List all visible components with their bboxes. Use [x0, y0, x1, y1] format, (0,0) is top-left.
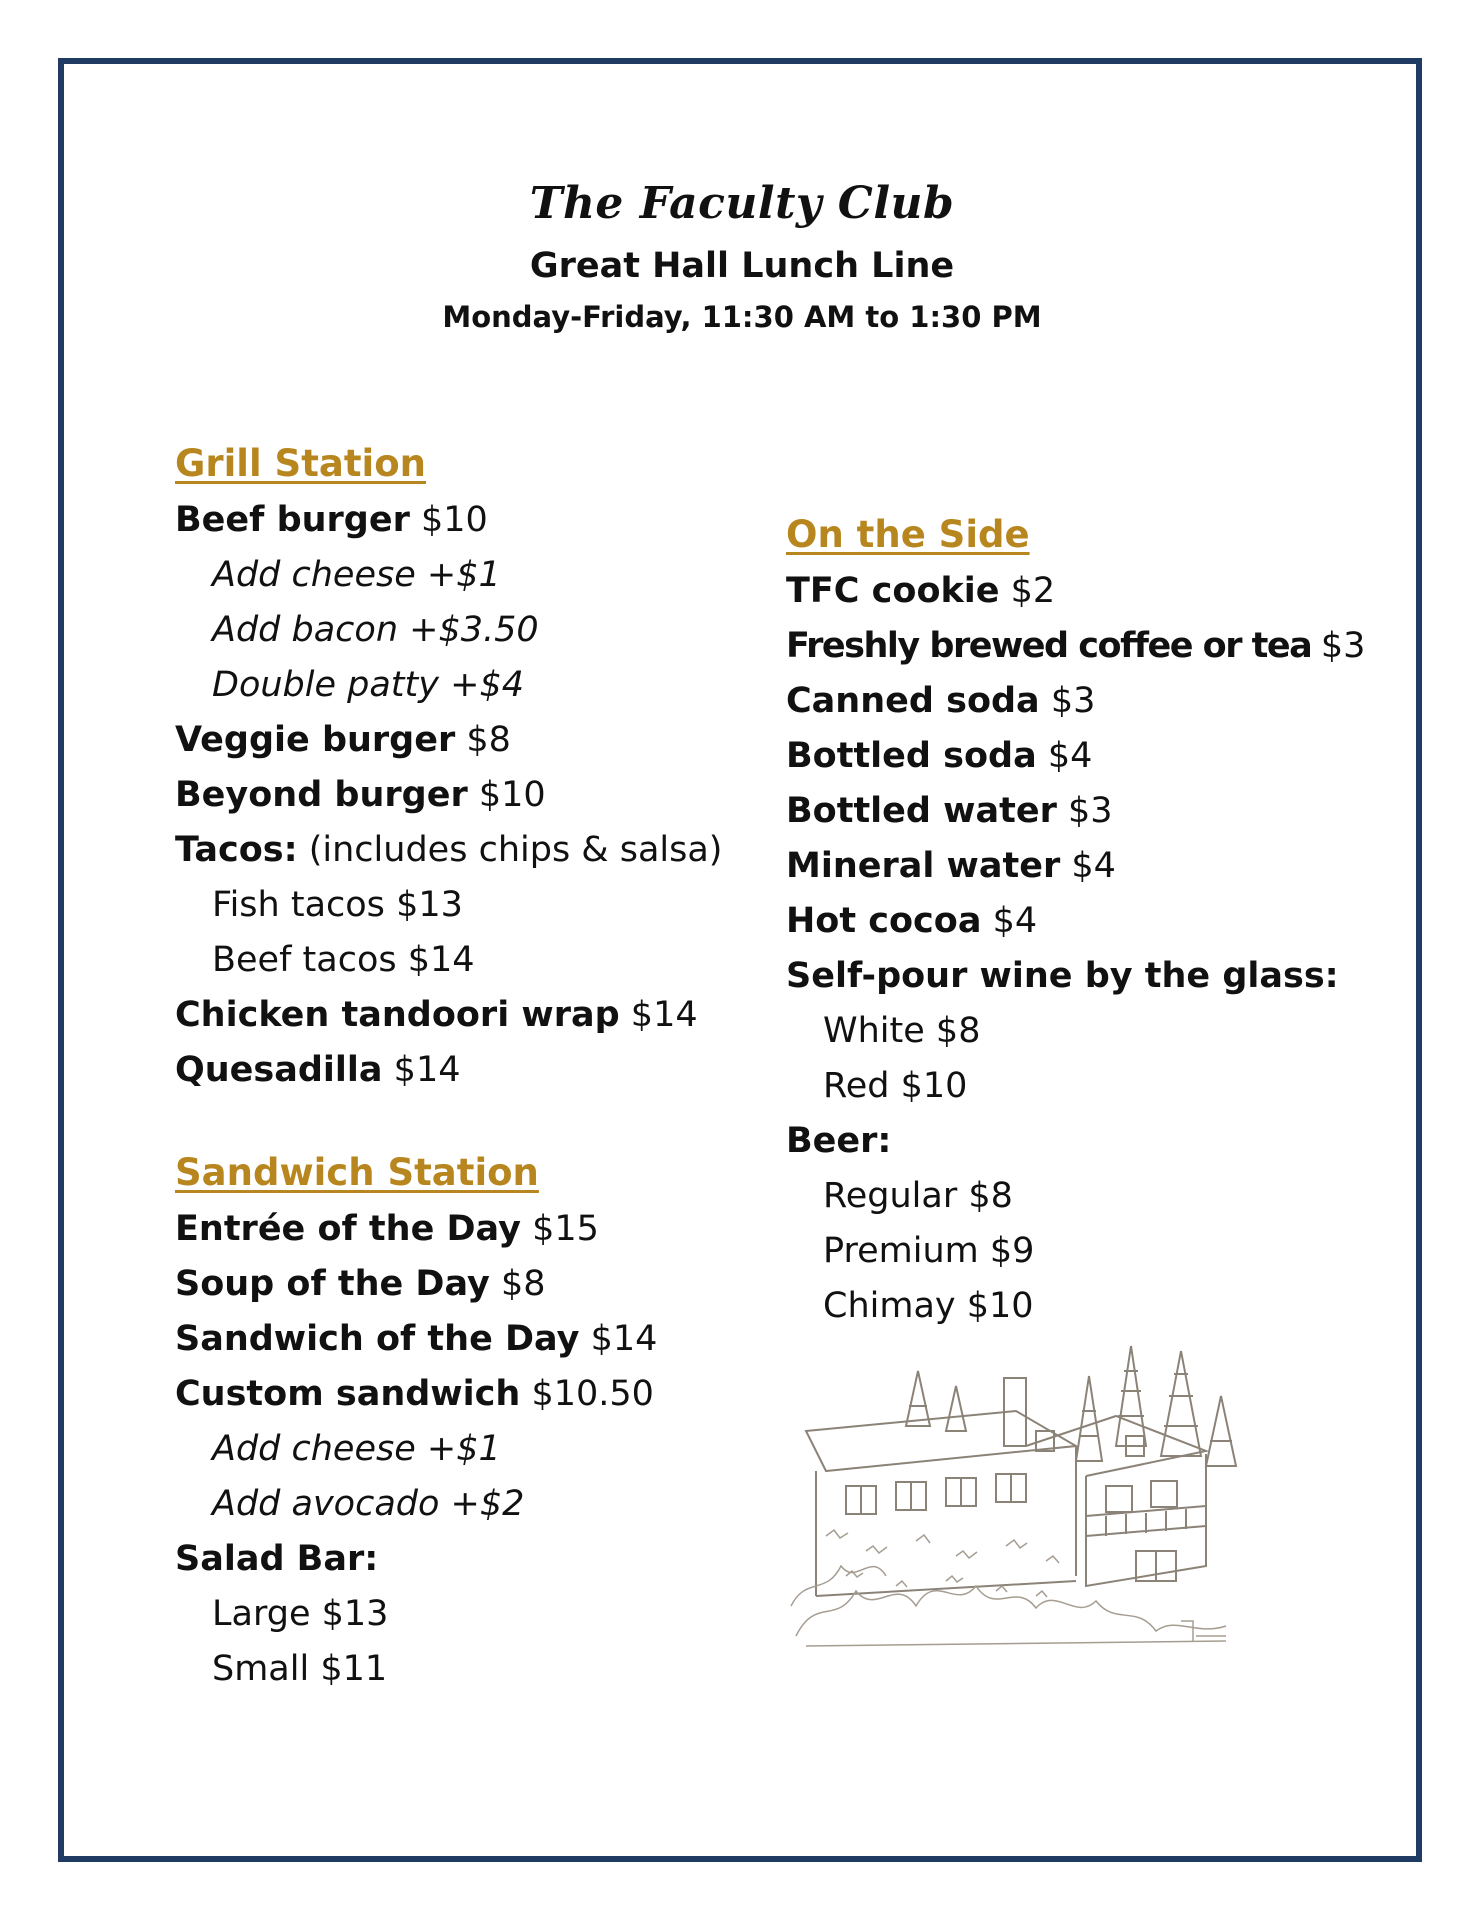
service-hours: Monday-Friday, 11:30 AM to 1:30 PM — [442, 300, 1042, 334]
menu-item: Custom sandwich $10.50 — [175, 1374, 654, 1414]
left-column — [175, 435, 722, 1697]
menu-item: Freshly brewed coffee or tea $3 — [786, 626, 1366, 666]
menu-item: Hot cocoa $4 — [786, 901, 1038, 941]
menu-addon: Double patty +$4 — [212, 665, 524, 705]
page-subtitle: Great Hall Lunch Line — [529, 246, 955, 286]
menu-subitem: Fish tacos $13 — [212, 885, 463, 925]
menu-item: Beyond burger $10 — [175, 775, 546, 815]
menu-addon: Add cheese +$1 — [212, 1429, 501, 1469]
menu-item: Bottled soda $4 — [786, 736, 1093, 776]
menu-item: Bottled water $3 — [786, 791, 1113, 831]
menu-item: Tacos: (includes chips & salsa) — [175, 830, 723, 870]
page-title: The Faculty Club — [529, 178, 955, 229]
menu-addon: Add bacon +$3.50 — [212, 610, 539, 650]
menu-item: Mineral water $4 — [786, 846, 1116, 886]
menu-subitem: Large $13 — [212, 1594, 389, 1634]
menu-item: TFC cookie $2 — [786, 571, 1056, 611]
menu-item: Self-pour wine by the glass: — [786, 956, 1339, 996]
menu-subitem: Small $11 — [212, 1649, 388, 1689]
on-the-side-heading: On the Side — [786, 513, 1030, 556]
clubhouse-sketch-icon — [786, 1336, 1241, 1654]
menu-addon: Add cheese +$1 — [212, 555, 501, 595]
menu-subitem: Beef tacos $14 — [212, 940, 475, 980]
right-column — [786, 506, 1365, 1334]
menu-item: Entrée of the Day $15 — [175, 1209, 599, 1249]
menu-addon: Add avocado +$2 — [212, 1484, 525, 1524]
menu-item: Canned soda $3 — [786, 681, 1096, 721]
menu-item: Chicken tandoori wrap $14 — [175, 995, 698, 1035]
menu-subitem: Red $10 — [823, 1066, 968, 1106]
menu-item: Soup of the Day $8 — [175, 1264, 546, 1304]
sandwich-station-heading: Sandwich Station — [175, 1151, 539, 1194]
menu-subitem: Regular $8 — [823, 1176, 1013, 1216]
menu-item: Sandwich of the Day $14 — [175, 1319, 658, 1359]
grill-station-heading: Grill Station — [175, 442, 426, 485]
menu-item: Beer: — [786, 1121, 892, 1161]
menu-item: Quesadilla $14 — [175, 1050, 461, 1090]
menu-subitem: Chimay $10 — [823, 1286, 1034, 1326]
menu-item: Veggie burger $8 — [175, 720, 511, 760]
menu-subitem: White $8 — [823, 1011, 981, 1051]
menu-item: Beef burger $10 — [175, 500, 488, 540]
menu-item: Salad Bar: — [175, 1539, 379, 1579]
menu-subitem: Premium $9 — [823, 1231, 1035, 1271]
